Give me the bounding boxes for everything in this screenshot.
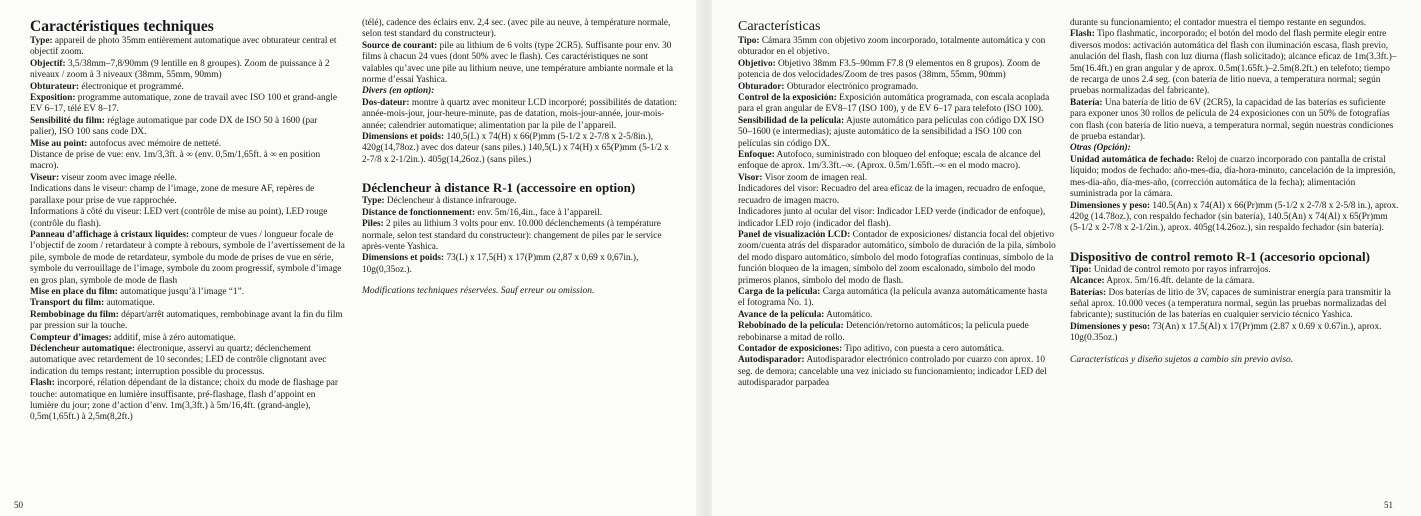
spec-label: Avance de la película: xyxy=(738,309,825,320)
spec-label: Mise au point: xyxy=(30,138,88,149)
spec-text: additif, mise à zéro automatique. xyxy=(111,332,236,343)
spec-text: Reloj de cuarzo incorporado con pantalla de cristal líquido; modos de fechado: año-mes-día, día-hora-minuto, cancelación de la impresión, mes-día-año, día-mes-año, (corrección automática de la fecha); alimentación suministrada por la cámara. xyxy=(1070,154,1396,200)
spec-text: 140.5(An) x 74(Al) x 66(Pr)mm (5-1/2 x 2-7/8 x 2-5/8 in.), aprox. 420g (14.78oz.), con respaldo fechador (sin batería), 140.5(An) x 74(Al) x 65(Pr)mm (5-1/2 x 2-7/8 x 2-1/2in.), aprox. 405g(14.26oz.), sin respaldo fechador (sin batería). xyxy=(1070,200,1399,234)
spec-paragraph xyxy=(30,82,345,93)
spec-label: Enfoque: xyxy=(738,150,775,161)
spec-text: automatique jusqu’à l’image “1”. xyxy=(117,286,245,297)
spec-text: appareil de photo 35mm entièrement automatique avec obturateur central et objectif zoom. xyxy=(30,36,337,58)
right-otras-specs xyxy=(1070,155,1400,235)
spec-paragraph xyxy=(738,93,1056,116)
spec-paragraph xyxy=(738,36,1056,59)
spec-text: Distance de prise de vue: env. 1m/3,3ft. à ∞ (env. 0,5m/1,65ft. à ∞ en position macro). xyxy=(30,150,321,172)
spec-paragraph xyxy=(738,321,1056,344)
spec-paragraph xyxy=(30,333,345,344)
spec-text: Visor zoom de imagen real. xyxy=(762,172,868,183)
spec-label: Sensibilidad de la película: xyxy=(738,115,845,126)
spec-text: viseur zoom avec image réelle. xyxy=(59,172,177,183)
spec-paragraph xyxy=(30,344,345,378)
spec-text: Indications dans le viseur: champ de l’image, zone de mesure AF, repères de parallaxe pour prise de vue rapprochée. xyxy=(30,184,315,206)
spec-text: Obturador electrónico programado. xyxy=(784,81,919,92)
spec-label: Carga de la película: xyxy=(738,286,821,297)
right-col1-specs xyxy=(738,36,1056,390)
spec-text: Indicadores del visor: Recuadro del area eficaz de la imagen, recuadro de enfoque, recuadro de imagen macro. xyxy=(738,184,1046,206)
spec-paragraph xyxy=(30,230,345,287)
spec-paragraph xyxy=(738,310,1056,321)
spec-paragraph xyxy=(738,82,1056,93)
right-col2-specs xyxy=(1070,18,1400,143)
spec-paragraph xyxy=(1070,29,1400,97)
spec-text: Indicadores junto al ocular del visor: Indicador LED verde (indicador de enfoque), indicador LED rojo (indicador del flash). xyxy=(738,207,1046,229)
spec-text: compteur de vues / longueur focale de l’objectif de zoom / retardateur à compte à rebours, symbole de l’avertissement de la pile, symbole de mode de retardateur, symbole du mode de prises de vue en série, symbole du verrouillage de l’image, symbole du zoom progressif, symbole d’image en gros plan, symbole de mode de flash xyxy=(30,229,345,286)
spec-text: Tipo aditivo, con puesta a cero automática. xyxy=(842,343,1005,354)
spec-label: Panel de visualización LCD: xyxy=(738,229,851,240)
spec-text: Dos baterías de litio de 3V, capaces de suministrar energía para transmitir la señal aprox. 10.000 veces (a temperatura normal, según las pruebas normalizadas del fabricante); sustitución de las baterías en cualquier servicio técnico Yashica. xyxy=(1070,287,1391,321)
left-column-2 xyxy=(362,18,677,298)
spec-paragraph xyxy=(1070,155,1400,201)
spec-label: Obturateur: xyxy=(30,81,80,92)
left-page xyxy=(0,0,700,516)
spec-paragraph xyxy=(1070,276,1400,287)
spec-paragraph xyxy=(30,184,345,207)
spec-text: 3,5/38mm–7,8/90mm (9 lentille en 8 groupes). Zoom de puissance à 2 niveaux / zoom à 3 niveaux (38mm, 55mm, 90mm) xyxy=(30,58,330,81)
spec-label: Contador de exposiciones: xyxy=(738,343,843,354)
spec-label: Autodisparador: xyxy=(738,355,805,366)
spec-paragraph xyxy=(30,310,345,333)
spec-text: Autodisparador electrónico controlado por cuarzo con aprox. 10 seg. de demora; cancelable una vez iniciado su funcionamiento; indicador LED del autodisparador parpadea xyxy=(738,355,1047,389)
right-column-2 xyxy=(1070,18,1400,366)
right-title: Características xyxy=(738,19,821,34)
spec-paragraph xyxy=(738,355,1056,389)
spec-label: Mise en place du film: xyxy=(30,286,118,297)
spec-label: Flash: xyxy=(30,378,55,389)
spec-paragraph xyxy=(738,230,1056,287)
left-col1-specs xyxy=(30,36,345,424)
spec-text: Una batería de litio de 6V (2CR5), la capacidad de las baterías es suficiente para exponer unos 30 rollos de película de 24 exposiciones con un 50% de fotografías con flash (con batería de litio nueva, a temperatura normal, según nuestras condiciones de prueba estandar). xyxy=(1070,97,1394,143)
spec-text: (télé), cadence des éclairs env. 2,4 sec. (avec pile au neuve, à température normale, selon test standard du constructeur). xyxy=(362,18,671,40)
spec-paragraph xyxy=(738,207,1056,230)
spec-paragraph xyxy=(362,41,677,87)
spec-paragraph xyxy=(30,298,345,309)
spec-paragraph xyxy=(362,98,677,132)
spec-text: Aprox. 5m/16.4ft. delante de la cámara. xyxy=(1104,276,1255,287)
left-divers-heading: Divers (en option): xyxy=(362,86,435,97)
spec-text: montre à quartz avec moniteur LCD incorporé; possibilités de datation: année-mois-jour, jour-heure-minute, pas de datation, mois-jour-année, jour-mois-année; calendrier automatique; alimentation par la pile de l’appareil. xyxy=(362,97,677,131)
spec-label: Flash: xyxy=(1070,29,1095,40)
right-disclaimer: Características y diseño sujetos a cambio sin previo aviso. xyxy=(1070,354,1294,365)
spec-label: Objectif: xyxy=(30,58,66,69)
spec-paragraph xyxy=(362,18,677,41)
spec-text: Objetivo 38mm F3.5–90mm F7.8 (9 elementos en 8 grupos). Zoom de potencia de dos velocidades/Zoom de tres pasos (38mm, 55mm, 90mm) xyxy=(738,58,1041,81)
spec-label: Source de courant: xyxy=(362,40,438,51)
spec-label: Rebobinado de la película: xyxy=(738,321,844,332)
spec-text: Unidad de control remoto por rayos infrarrojos. xyxy=(1091,264,1271,275)
spec-paragraph xyxy=(362,196,677,207)
left-disclaimer: Modifications techniques réservées. Sauf erreur ou omission. xyxy=(362,286,595,297)
spec-paragraph xyxy=(362,208,677,219)
left-remote-heading: Déclencheur à distance R-1 (accessoire en option) xyxy=(362,180,636,196)
spec-label: Tipo: xyxy=(738,36,760,46)
spec-text: Cámara 35mm con objetivo zoom incorporado, totalmente automática y con obturador en el objetivo. xyxy=(738,36,1046,58)
spec-text: 2 piles au lithium 3 volts pour env. 10.000 déclenchements (à température normale, selon test standard du constructeur): changement de piles par le service après-vente Yashica. xyxy=(362,219,662,252)
left-remote-specs xyxy=(362,196,677,276)
spec-label: Rembobinage du film: xyxy=(30,309,119,320)
spec-paragraph xyxy=(30,173,345,184)
spec-label: Type: xyxy=(362,196,385,207)
spec-label: Alcance: xyxy=(1070,276,1105,287)
spec-text: automatique. xyxy=(104,298,155,309)
spec-paragraph xyxy=(1070,98,1400,144)
spec-label: Dimensiones y peso: xyxy=(1070,321,1151,332)
spec-paragraph xyxy=(30,207,345,230)
right-page xyxy=(712,0,1421,516)
spec-paragraph xyxy=(30,93,345,116)
spec-label: Dimensiones y peso: xyxy=(1070,200,1151,211)
spec-text: Exposición automática programada, con escala acoplada para el gran angular de EV8–17 (ISO 100), y de EV 6–17 para telefoto (ISO 100). xyxy=(738,93,1050,115)
spec-text: 73(L) x 17,5(H) x 17(P)mm (2,87 x 0,69 x 0,67in.), 10g(0,35oz.). xyxy=(362,253,639,275)
spec-text: électronique, asservi au quartz; déclenchement automatique avec retardement de 10 secondes; LED de contrôle clignotant avec indication du temps restant; interruption possible du processus. xyxy=(30,343,327,377)
spec-label: Distance de fonctionnement: xyxy=(362,207,476,218)
spec-paragraph xyxy=(30,36,345,59)
spec-paragraph xyxy=(738,287,1056,310)
spec-text: Informations à côté du viseur: LED vert (contrôle de mise au point), LED rouge (contrôle du flash). xyxy=(30,207,328,229)
spec-text: durante su funcionamiento; el contador muestra el tiempo restante en segundos. xyxy=(1070,18,1367,28)
spec-label: Déclencheur automatique: xyxy=(30,343,135,354)
spec-text: incorporé, rélation dépendant de la distance; choix du mode de flashage par touche: automatique en lumière insuffisante, pré-flashage, flash d’appoint en lumière du jour; zone d’action d’env. 1m(3,3ft.) à 5m/16,4ft. (grand-angle), 0,5m(1,65ft.) à 2,5m(8,2ft.) xyxy=(30,378,338,423)
spec-text: pile au lithium de 6 volts (type 2CR5). Suffisante pour env. 30 films à chacun 24 vues (dont 50% avec le flash). Ces caractéristiques ne sont valables qu’avec une pile au lithium neuve, une température ambiante normale et la norme d’essai Yashica. xyxy=(362,40,674,86)
spec-text: réglage automatique par code DX de ISO 50 à 1600 (par palier), ISO 100 sans code DX. xyxy=(30,115,318,138)
spec-label: Dimensions et poids: xyxy=(362,253,445,264)
spec-text: 140,5(L) x 74(H) x 66(P)mm (5-1/2 x 2-7/8 x 2-5/8in.), 420g(14,78oz.) avec dos dateur (sans piles.) 140,5(L) x 74(H) x 65(P)mm (5-1/2 x 2-7/8 x 2-1/2in.). 405g(14,26oz.) (sans piles.) xyxy=(362,132,669,165)
spec-text: Ajuste automático para películas con código DX ISO 50–1600 (e intermedias); ajuste automático de la sensibilidad a ISO 100 con películas sin código DX. xyxy=(738,115,1045,149)
spec-text: autofocus avec mémoire de netteté. xyxy=(87,138,222,149)
right-remote-specs xyxy=(1070,265,1400,345)
spec-text: 73(An) x 17.5(Al) x 17(Pr)mm (2.87 x 0.69 x 0.67in.), aprox. 10g(0.35oz.) xyxy=(1070,321,1382,344)
spec-paragraph xyxy=(30,150,345,173)
spec-label: Dos-dateur: xyxy=(362,97,410,108)
spec-paragraph xyxy=(30,378,345,424)
spec-text: Detención/retorno automáticos; la película puede rebobinarse a mitad de rollo. xyxy=(738,321,1029,343)
spec-label: Piles: xyxy=(362,219,384,230)
spec-paragraph xyxy=(362,219,677,253)
spec-paragraph xyxy=(738,344,1056,355)
spec-text: Autofoco, suministrado con bloqueo del enfoque; escala de alcance del enfoque de aprox. 1m/3.3ft.–∞. (Aprox. 0.5m/1.65ft.–∞ en el modo macro). xyxy=(738,150,1041,172)
spec-paragraph xyxy=(1070,201,1400,235)
spec-text: Carga automática (la película avanza automáticamente hasta el fotograma No. 1). xyxy=(738,286,1048,309)
left-page-number: 50 xyxy=(14,500,23,510)
spec-label: Sensibilité du film: xyxy=(30,115,105,126)
spec-text: env. 5m/16,4in., face à l’appareil. xyxy=(475,207,603,218)
right-page-number: 51 xyxy=(1384,500,1393,510)
right-otras-heading: Otras (Opción): xyxy=(1070,143,1131,154)
left-col2-specs xyxy=(362,18,677,86)
left-title: Caractéristiques techniques xyxy=(30,18,214,35)
spec-label: Exposition: xyxy=(30,93,76,104)
spec-paragraph xyxy=(30,139,345,150)
spec-label: Unidad automática de fechado: xyxy=(1070,154,1195,165)
spec-paragraph xyxy=(738,184,1056,207)
spec-label: Tipo: xyxy=(1070,264,1092,275)
spec-paragraph xyxy=(362,253,677,276)
right-remote-heading: Dispositivo de control remoto R-1 (accesorio opcional) xyxy=(1070,248,1370,264)
spec-text: Déclencheur à distance infrarouge. xyxy=(384,196,517,207)
right-column-1 xyxy=(738,18,1056,390)
spec-paragraph xyxy=(738,116,1056,150)
spec-paragraph xyxy=(738,173,1056,184)
spec-paragraph xyxy=(30,116,345,139)
spec-text: électronique et programmé. xyxy=(79,81,184,92)
spec-label: Objetivo: xyxy=(738,58,776,69)
spec-paragraph xyxy=(1070,322,1400,345)
spec-label: Transport du film: xyxy=(30,298,105,309)
spec-paragraph xyxy=(1070,265,1400,276)
spec-text: Automático. xyxy=(824,309,873,320)
spec-paragraph xyxy=(30,287,345,298)
spec-label: Batería: xyxy=(1070,97,1103,108)
left-divers-specs xyxy=(362,98,677,166)
spec-label: Dimensions et poids: xyxy=(362,132,445,143)
spec-label: Viseur: xyxy=(30,172,60,183)
spec-paragraph xyxy=(362,132,677,166)
spec-paragraph xyxy=(738,59,1056,82)
spec-label: Baterías: xyxy=(1070,287,1107,298)
spec-label: Visor: xyxy=(738,172,763,183)
spec-label: Type: xyxy=(30,36,53,46)
spec-text: Tipo flashmatic, incorporado; el botón del modo del flash permite elegir entre diversos modos: activación automática del flash con iluminación escasa, flash previo, anulación del flash, flash con luz diurna (flash solicitado); alcance eficaz de 1m(3.3ft.)–5m(16.4ft.) en gran angular y de aprox. 0.5m(1.65ft.)–2.5m(8.2ft.) en telefoto; tiempo de recarga de unos 2.4 seg. (con batería de litio nueva, a temperatura normal; según pruebas normalizadas del fabricante). xyxy=(1070,29,1397,97)
spec-label: Obturador: xyxy=(738,81,785,92)
spec-paragraph xyxy=(738,150,1056,173)
spec-text: Contador de exposiciones/ distancia focal del objetivo zoom/cuenta atrás del disparador automático, símbolo de duración de la pila, símbolo del modo disparo automático, símbolo del modo fotografías continuas, símbolo de la función bloqueo de la imagen, símbolo del zoom escalonado, símbolo del modo primeros planos, símbolo del modo de flash. xyxy=(738,229,1056,286)
spec-text: programme automatique, zone de travail avec ISO 100 et grand-angle EV 6–17, télé EV 8–17. xyxy=(30,93,337,115)
spec-label: Compteur d’images: xyxy=(30,332,112,343)
left-column-1 xyxy=(30,18,345,424)
spec-paragraph xyxy=(1070,288,1400,322)
spec-label: Panneau d’affichage à cristaux liquides: xyxy=(30,229,190,240)
spec-paragraph xyxy=(1070,18,1400,29)
spec-paragraph xyxy=(30,59,345,82)
spec-text: départ/arrêt automatiques, rembobinage avant la fin du film par pression sur la touche. xyxy=(30,309,343,332)
spec-label: Control de la exposición: xyxy=(738,93,837,104)
